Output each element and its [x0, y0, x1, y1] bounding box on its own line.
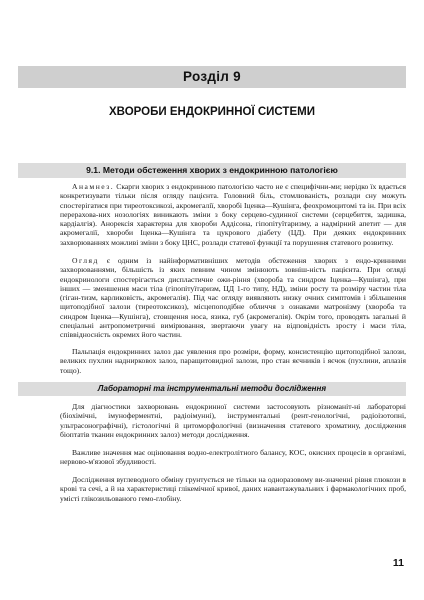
- paragraph-palpation: Пальпація ендокринних залоз дає уявлення про розміри, форму, консистенцію щитоподібної залози, великих пухлин наднирковох залоз, паращитовидної залози, про стан яєчників і яєчок (пухлини, аплазія тощо).: [60, 347, 406, 375]
- paragraph-examination: [60, 256, 406, 339]
- section-heading: 9.1. Методи обстеження хворих з ендокринною патологією: [18, 163, 406, 178]
- paragraph-water-balance: Важливе значення має оцінювання водно-електролітного балансу, КОС, окисних процесів в організмі, нервово-м'язової збудливості.: [60, 448, 406, 467]
- sub-heading: Лабораторні та інструментальні методи дослідження: [18, 382, 406, 396]
- paragraph-lead-anamnesis: Анамнез.: [72, 182, 115, 191]
- paragraph-carbohydrate: Дослідження вуглеводного обміну грунтується не тільки на одноразовому ви-значенні рівня глюкози в крові та сечі, а й на характеристиці глікемічної кривої, даних навантажувальних і фармакологічних проб, умісті глікозильованого гемо-глобіну.: [60, 475, 406, 503]
- page-number: 11: [392, 557, 404, 569]
- chapter-label: Розділ 9: [18, 66, 406, 88]
- paragraph-text-examination: є одним із найінформативніших методів обстеження хворих з ендо-кринними захворюваннями, більшість із яких певним чином змінюють зовніш-ність пацієнта. При огляді ендокринологи спостерігається диспластичне ожи-ріння (хвороба та синдром Іценка—Кушінга), при інших — зменшення маси тіла (гіпопітуїтаризм, ЦД 1-го типу, НД), зміни росту та розміру частин тіла (гіган-тизм, карликовість, акромегалія). Під час огляду виявляють низку очних симптомів і збільшення щитоподібної залози (тиреотоксикоз), місцепоподібне обличчя з ознаками матронізму (хвороба та синдром Іценка—Кушінга), стовщення носа, язика, губ (акромегалія). Окрім того, проводять загальні й спеціальні антропометричні вимірювання, звертаючи увагу на відповідність зросту і маси тіла, співвідносність окремих його частин.: [60, 256, 406, 339]
- paragraph-anamnesis: [60, 182, 406, 247]
- paragraph-diagnostics: Для діагностики захворювань ендокринної системи застосовують різноманіт-ні лабораторні (біохімічні, імуноферментні, радіоімунні), інструментальні (рент-генологічні, радіоізотопні, ультрасонографічні), гістологічні й цитоморфологічні (визначення статевого хроматину, дослідження біоптатів тканин ендокринних залоз) методи дослідження.: [60, 402, 406, 439]
- chapter-title: ХВОРОБИ ЕНДОКРИННОЇ СИСТЕМИ: [109, 106, 315, 118]
- paragraph-lead-examination: Огляд: [72, 256, 99, 265]
- paragraph-text-anamnesis: Скарги хворих з ендокринною патологією часто не є специфічни-ми; нерідко їх вдається конкретизувати тільки після огляду пацієнта. Головний біль, стомлюваність, розлади сну можуть спостерігатися при тиреотоксикозі, акромегалії, хворобі Іценка—Кушінга, феохромоцитомі та ін. При всіх перерахова-них нозологіях виникають зміни з боку серцево-судинної системи (серцебиття, задишка, кардіалгія). Анорексія характерна для хвороби Аддісона, гіпопітуїтаризму, а надмірний апетит — для акромегалії, хвороби Іценка—Кушінга та цукрового діабету (ЦД). При деяких ендокринних захворюваннях можливі зміни з боку ЦНС, розлади статевої функції та порушення статевого розвитку.: [60, 182, 406, 247]
